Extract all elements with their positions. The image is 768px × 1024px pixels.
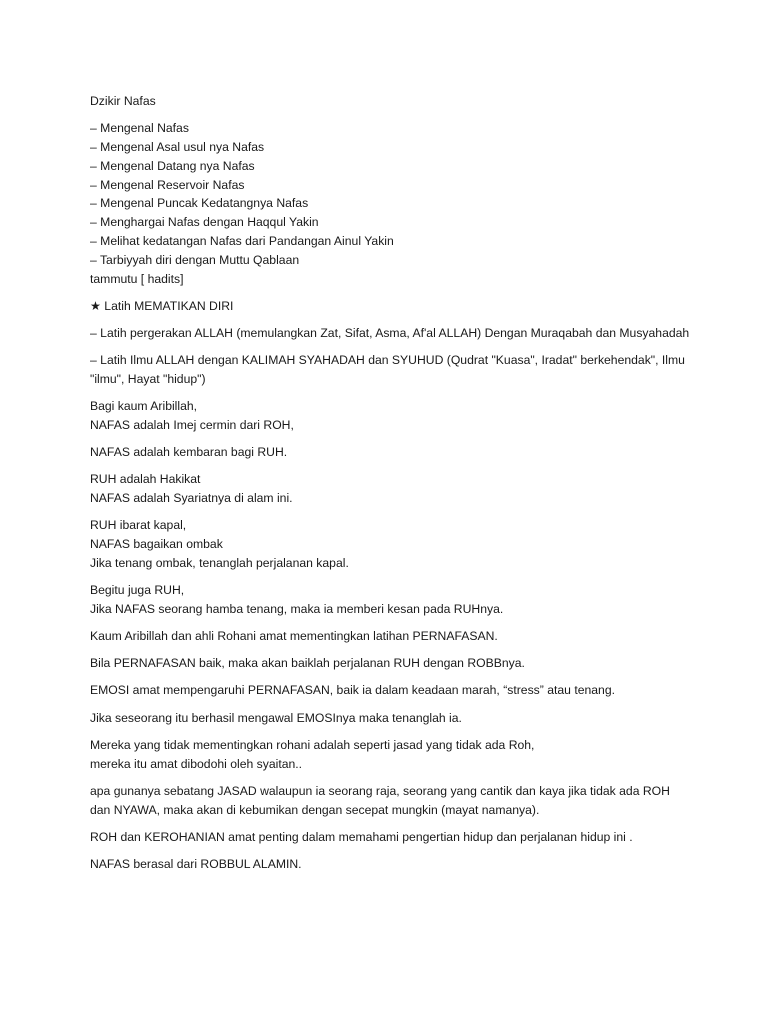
paragraph-line: Mereka yang tidak mementingkan rohani adalah seperti jasad yang tidak ada Roh,: [90, 737, 535, 752]
list-item: tammutu [ hadits]: [90, 271, 184, 286]
list-item: – Mengenal Nafas: [90, 121, 189, 136]
paragraph-line: RUH adalah Hakikat: [90, 472, 201, 487]
paragraph-line: mereka itu amat dibodohi oleh syaitan..: [90, 756, 303, 771]
document-page: [90, 92, 690, 882]
paragraph-line: Bagi kaum Aribillah,: [90, 399, 198, 414]
paragraph-line: Jika seseorang itu berhasil mengawal EMOSInya maka tenanglah ia.: [90, 710, 462, 725]
paragraph-10: [90, 681, 690, 700]
paragraph-line: NAFAS berasal dari ROBBUL ALAMIN.: [90, 856, 302, 871]
paragraph-14: [90, 828, 690, 847]
paragraph-line: Jika tenang ombak, tenanglah perjalanan kapal.: [90, 555, 349, 570]
section-heading-text: ★ Latih MEMATIKAN DIRI: [90, 298, 234, 313]
paragraph-13: apa gunanya sebatang JASAD walaupun ia seorang raja, seorang yang cantik dan kaya jika tidak ada ROH dan NYAWA, maka akan di kebumikan dengan secepat mungkin (mayat namanya).: [90, 783, 670, 817]
title-text: Dzikir Nafas: [90, 94, 156, 108]
paragraph-9: [90, 654, 690, 673]
paragraph-line: Kaum Aribillah dan ahli Rohani amat mementingkan latihan PERNAFASAN.: [90, 629, 498, 644]
list-item: – Melihat kedatangan Nafas dari Pandangan Ainul Yakin: [90, 233, 394, 248]
list-item: – Menghargai Nafas dengan Haqqul Yakin: [90, 215, 319, 230]
paragraph-line: NAFAS bagaikan ombak: [90, 537, 223, 552]
paragraph-line: Jika NAFAS seorang hamba tenang, maka ia memberi kesan pada RUHnya.: [90, 601, 504, 616]
paragraph-line: Bila PERNAFASAN baik, maka akan baiklah perjalanan RUH dengan ROBBnya.: [90, 656, 525, 671]
paragraph-2: – Latih Ilmu ALLAH dengan KALIMAH SYAHADAH dan SYUHUD (Qudrat "Kuasa", Iradat" berkehendak", Ilmu "ilmu", Hayat "hidup"): [90, 353, 685, 386]
paragraph-line: NAFAS adalah Imej cermin dari ROH,: [90, 417, 294, 432]
paragraph-3: [90, 397, 690, 435]
section-heading: [90, 297, 690, 316]
paragraph-line: EMOSI amat mempengaruhi PERNAFASAN, baik ia dalam keadaan marah, “stress” atau tenang.: [90, 683, 615, 698]
nafas-list: [90, 119, 690, 288]
paragraph-15: [90, 855, 690, 874]
paragraph-line: RUH ibarat kapal,: [90, 518, 187, 533]
list-item: – Mengenal Puncak Kedatangnya Nafas: [90, 196, 309, 211]
paragraph-7: [90, 581, 690, 619]
paragraph-4: [90, 443, 690, 462]
paragraph-1: – Latih pergerakan ALLAH (memulangkan Zat, Sifat, Asma, Af'al ALLAH) Dengan Muraqabah dan Musyahadah: [90, 325, 690, 340]
paragraph-8: [90, 627, 690, 646]
paragraph-5: [90, 470, 690, 508]
paragraph-line: NAFAS adalah kembaran bagi RUH.: [90, 445, 288, 460]
paragraph-12: [90, 736, 690, 774]
list-item: – Tarbiyyah diri dengan Muttu Qablaan: [90, 252, 300, 267]
document-title: [90, 92, 690, 111]
paragraph-line: Begitu juga RUH,: [90, 583, 185, 598]
paragraph-line: NAFAS adalah Syariatnya di alam ini.: [90, 491, 293, 506]
paragraph-11: [90, 709, 690, 728]
list-item: – Mengenal Reservoir Nafas: [90, 177, 245, 192]
list-item: – Mengenal Asal usul nya Nafas: [90, 139, 265, 154]
paragraph-line: ROH dan KEROHANIAN amat penting dalam memahami pengertian hidup dan perjalanan hidup ini .: [90, 829, 633, 844]
paragraph-6: [90, 516, 690, 572]
list-item: – Mengenal Datang nya Nafas: [90, 158, 255, 173]
